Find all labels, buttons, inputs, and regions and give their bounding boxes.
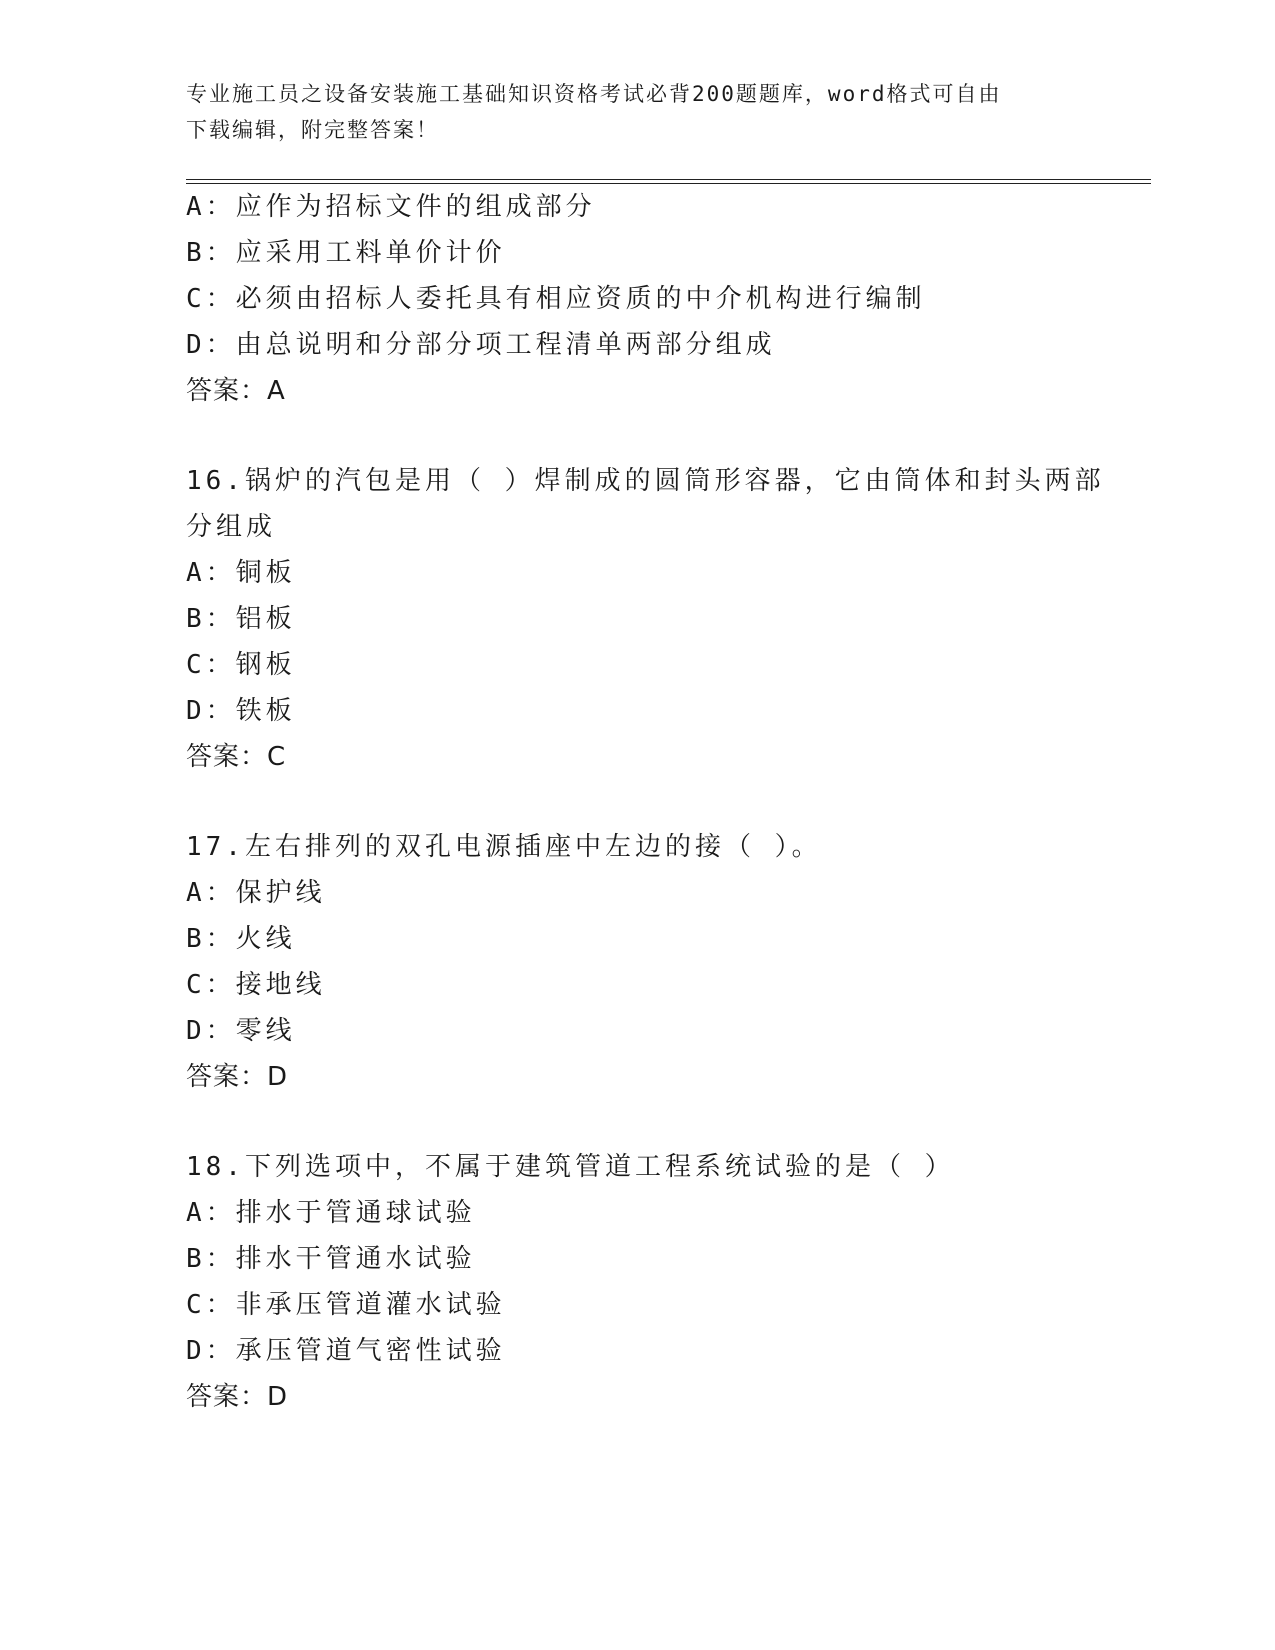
q15-option-b: B：应采用工料单价计价 xyxy=(186,238,506,268)
header-divider-bottom xyxy=(186,183,1151,184)
q16-option-b: B：铝板 xyxy=(186,604,296,634)
q17-answer: 答案：D xyxy=(186,1062,289,1092)
header-line-2: 下载编辑，附完整答案！ xyxy=(186,118,439,142)
document-header xyxy=(186,76,1086,148)
q18-question: 18.下列选项中，不属于建筑管道工程系统试验的是（ ） xyxy=(186,1152,955,1182)
q17-question: 17.左右排列的双孔电源插座中左边的接（ ）。 xyxy=(186,832,822,862)
q18-option-a: A：排水于管通球试验 xyxy=(186,1198,476,1228)
q18-option-b: B：排水干管通水试验 xyxy=(186,1244,476,1274)
q15-answer: 答案：A xyxy=(186,376,286,406)
q16-option-c: C：钢板 xyxy=(186,650,296,680)
q18-option-c: C：非承压管道灌水试验 xyxy=(186,1290,506,1320)
q18-option-d: D：承压管道气密性试验 xyxy=(186,1336,506,1366)
q16-answer: 答案：C xyxy=(186,742,287,772)
q16-question-line-1: 16.锅炉的汽包是用（ ）焊制成的圆筒形容器，它由筒体和封头两部 xyxy=(186,466,1105,496)
q17-option-d: D：零线 xyxy=(186,1016,296,1046)
q16-option-d: D：铁板 xyxy=(186,696,296,726)
header-line-1: 专业施工员之设备安装施工基础知识资格考试必背200题题库，word格式可自由 xyxy=(186,82,1002,106)
q16-question-line-2: 分组成 xyxy=(186,512,277,542)
q15-option-c: C：必须由招标人委托具有相应资质的中介机构进行编制 xyxy=(186,284,926,314)
header-divider-top xyxy=(186,179,1151,180)
q17-option-c: C：接地线 xyxy=(186,970,326,1000)
q18-answer: 答案：D xyxy=(186,1382,289,1412)
q16-option-a: A：铜板 xyxy=(186,558,296,588)
q17-option-b: B：火线 xyxy=(186,924,296,954)
q15-option-a: A：应作为招标文件的组成部分 xyxy=(186,192,596,222)
q17-option-a: A：保护线 xyxy=(186,878,326,908)
q15-option-d: D：由总说明和分部分项工程清单两部分组成 xyxy=(186,330,776,360)
